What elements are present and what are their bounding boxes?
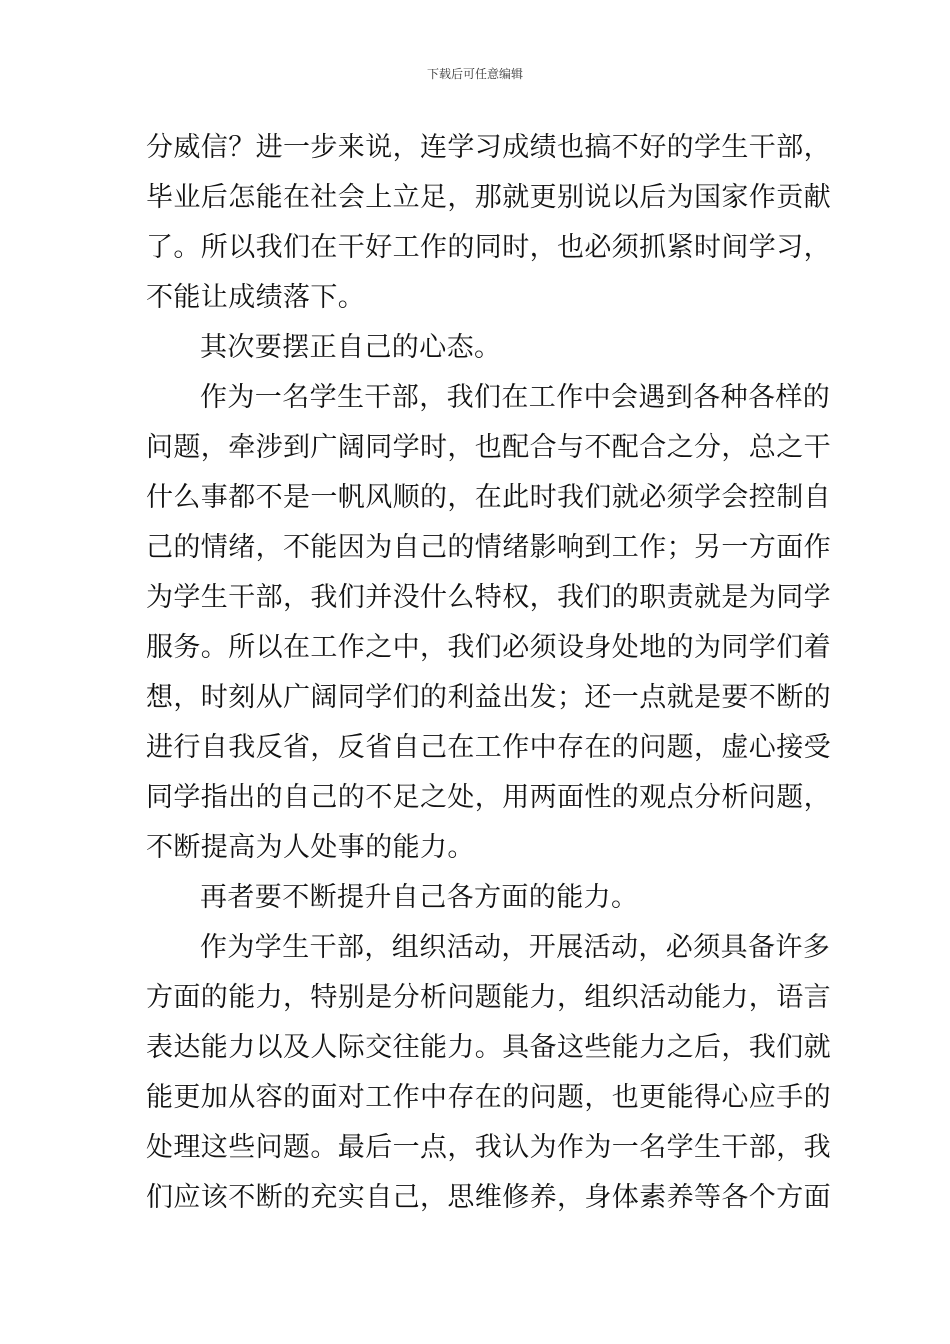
text-line: 分威信？进一步来说，连学习成绩也搞不好的学生干部， <box>146 132 831 163</box>
text-line: 方面的能力，特别是分析问题能力，组织活动能力，语言 <box>146 982 831 1013</box>
text-line: 为学生干部，我们并没什么特权，我们的职责就是为同学 <box>146 582 831 613</box>
text-line: 问题，牵涉到广阔同学时，也配合与不配合之分，总之干 <box>146 432 831 463</box>
text-line: 表达能力以及人际交往能力。具备这些能力之后，我们就 <box>146 1032 831 1063</box>
text-line: 什么事都不是一帆风顺的，在此时我们就必须学会控制自 <box>146 482 831 513</box>
text-line: 作为学生干部，组织活动，开展活动，必须具备许多 <box>200 932 831 963</box>
text-line: 处理这些问题。最后一点，我认为作为一名学生干部，我 <box>146 1132 831 1163</box>
text-line: 不断提高为人处事的能力。 <box>146 832 475 863</box>
text-line: 能更加从容的面对工作中存在的问题，也更能得心应手的 <box>146 1082 831 1113</box>
text-line: 进行自我反省，反省自己在工作中存在的问题，虚心接受 <box>146 732 831 763</box>
text-line: 己的情绪，不能因为自己的情绪影响到工作；另一方面作 <box>146 532 831 563</box>
text-line: 服务。所以在工作之中，我们必须设身处地的为同学们着 <box>146 632 831 663</box>
document-body <box>146 128 831 1228</box>
text-line: 同学指出的自己的不足之处，用两面性的观点分析问题， <box>146 782 831 813</box>
text-line: 们应该不断的充实自己，思维修养，身体素养等各个方面 <box>146 1182 831 1213</box>
text-line: 了。所以我们在干好工作的同时，也必须抓紧时间学习， <box>146 232 831 263</box>
page-header: 下载后可任意编辑 <box>426 67 523 81</box>
section-heading: 其次要摆正自己的心态。 <box>200 332 502 363</box>
text-line: 不能让成绩落下。 <box>146 282 366 313</box>
section-heading: 再者要不断提升自己各方面的能力。 <box>200 882 639 913</box>
text-line: 作为一名学生干部，我们在工作中会遇到各种各样的 <box>200 382 831 413</box>
text-line: 想，时刻从广阔同学们的利益出发；还一点就是要不断的 <box>146 682 831 713</box>
text-line: 毕业后怎能在社会上立足，那就更别说以后为国家作贡献 <box>146 182 831 213</box>
